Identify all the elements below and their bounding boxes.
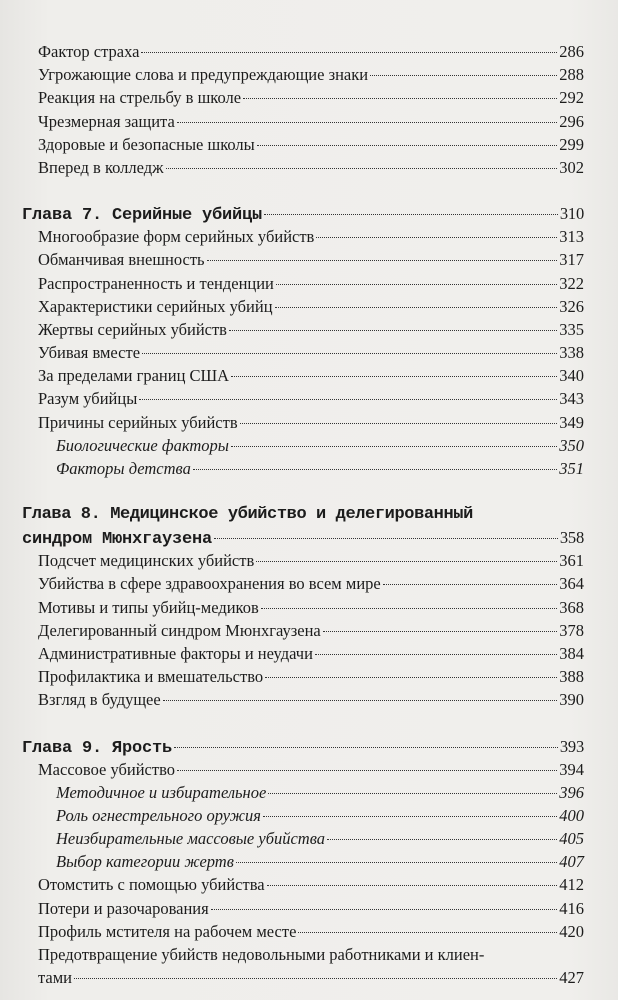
chapter-page: 358 xyxy=(559,528,584,548)
spacer xyxy=(22,480,584,503)
entry-title: Административные факторы и неудачи xyxy=(38,643,313,663)
entry-title: Причины серийных убийств xyxy=(38,412,238,432)
toc-entry xyxy=(22,318,584,341)
entry-title: Разум убийцы xyxy=(38,389,138,409)
dot-leader xyxy=(263,816,557,817)
entry-page: 288 xyxy=(559,65,584,85)
entry-page: 388 xyxy=(559,667,584,687)
dot-leader xyxy=(139,399,557,400)
toc-entry xyxy=(22,387,584,410)
dot-leader xyxy=(316,237,557,238)
entry-page: 390 xyxy=(559,690,584,710)
entry-title: Фактор страха xyxy=(38,42,140,61)
toc-subentry xyxy=(22,827,584,850)
toc-entry xyxy=(22,40,584,63)
dot-leader xyxy=(142,353,557,354)
toc-entry xyxy=(22,758,584,781)
dot-leader xyxy=(275,307,558,308)
entry-title: Мотивы и типы убийц-медиков xyxy=(38,597,259,617)
toc-subentry xyxy=(22,850,584,873)
entry-page: 361 xyxy=(559,551,584,571)
subentry-title: Факторы детства xyxy=(56,459,191,478)
toc-entry xyxy=(22,897,584,920)
entry-title: Реакция на стрельбу в школе xyxy=(38,88,242,108)
entry-title: Жертвы серийных убийств xyxy=(38,319,227,339)
dot-leader xyxy=(177,770,557,771)
toc-entry xyxy=(22,619,584,642)
entry-page: 349 xyxy=(559,412,584,432)
dot-leader xyxy=(207,260,558,261)
subentry-page: 351 xyxy=(559,459,584,478)
entry-page: 292 xyxy=(559,88,584,108)
entry-title: Потери и разочарования xyxy=(38,898,209,918)
entry-page: 326 xyxy=(559,296,584,316)
toc-subentry xyxy=(22,804,584,827)
entry-title: Отомстить с помощью убийства xyxy=(38,875,265,895)
toc-entry xyxy=(22,364,584,387)
dot-leader xyxy=(193,469,557,470)
subentry-page: 405 xyxy=(559,829,584,849)
entry-page: 335 xyxy=(559,319,584,339)
entry-title-line: тами xyxy=(38,968,73,988)
subentry-page: 407 xyxy=(559,852,584,872)
toc-subentry xyxy=(22,781,584,804)
entry-page: 368 xyxy=(559,597,584,617)
dot-leader xyxy=(323,631,558,632)
toc-entry xyxy=(22,295,584,318)
chapter-heading xyxy=(22,202,584,225)
dot-leader xyxy=(231,376,557,377)
toc-entry xyxy=(22,920,584,943)
entry-title: Профилактика и вмешательство xyxy=(38,667,264,687)
subentry-title: Неизбирательные массовые убийства xyxy=(56,829,326,849)
toc-entry xyxy=(22,966,584,989)
chapter-title-line: синдром Мюнхгаузена xyxy=(22,530,213,550)
entry-title: Подсчет медицинских убийств xyxy=(38,551,255,571)
toc-entry xyxy=(22,272,584,295)
entry-title-line: Предотвращение убийств недовольными работниками и клиен- xyxy=(38,945,485,964)
entry-page: 384 xyxy=(559,643,584,663)
dot-leader xyxy=(267,885,558,886)
subentry-page: 400 xyxy=(559,805,584,825)
dot-leader xyxy=(211,909,558,910)
entry-page: 338 xyxy=(559,343,584,363)
entry-page: 416 xyxy=(559,898,584,918)
entry-title: Убивая вместе xyxy=(38,343,141,363)
toc-entry xyxy=(22,665,584,688)
entry-title: Массовое убийство xyxy=(38,759,176,779)
toc-entry xyxy=(22,133,584,156)
table-of-contents xyxy=(22,40,584,989)
dot-leader xyxy=(243,98,557,99)
toc-entry xyxy=(22,63,584,86)
toc-entry xyxy=(22,642,584,665)
chapter-title: Глава 7. Серийные убийцы xyxy=(22,206,263,226)
spacer xyxy=(22,712,584,735)
subentry-page: 396 xyxy=(559,782,584,802)
entry-page: 364 xyxy=(559,574,584,594)
entry-page: 378 xyxy=(559,620,584,640)
dot-leader xyxy=(141,52,557,53)
dot-leader xyxy=(229,330,557,331)
subentry-title: Роль огнестрельного оружия xyxy=(56,805,261,825)
chapter-page: 393 xyxy=(559,736,584,756)
entry-title: Здоровые и безопасные школы xyxy=(38,134,255,154)
entry-title: Распространенность и тенденции xyxy=(38,273,274,293)
chapter-page: 310 xyxy=(559,204,584,224)
entry-title: За пределами границ США xyxy=(38,366,230,386)
dot-leader xyxy=(163,700,558,701)
entry-title: Убийства в сфере здравоохранения во всем мире xyxy=(38,574,381,594)
entry-page: 286 xyxy=(559,42,584,61)
dot-leader xyxy=(383,584,558,585)
entry-title: Взгляд в будущее xyxy=(38,690,161,710)
entry-page: 394 xyxy=(559,759,584,779)
toc-entry xyxy=(22,596,584,619)
dot-leader xyxy=(177,122,557,123)
toc-entry xyxy=(22,688,584,711)
toc-entry xyxy=(22,110,584,133)
entry-page: 317 xyxy=(559,250,584,270)
toc-entry xyxy=(22,341,584,364)
entry-title: Характеристики серийных убийц xyxy=(38,296,273,316)
toc-entry xyxy=(22,248,584,271)
subentry-title: Биологические факторы xyxy=(56,435,229,455)
entry-title: Чрезмерная защита xyxy=(38,111,175,131)
dot-leader xyxy=(264,214,558,215)
dot-leader xyxy=(261,608,557,609)
subentry-page: 350 xyxy=(559,435,584,455)
entry-page: 302 xyxy=(559,157,584,177)
dot-leader xyxy=(276,284,557,285)
dot-leader xyxy=(231,446,557,447)
toc-subentry xyxy=(22,434,584,457)
dot-leader xyxy=(214,538,558,539)
entry-page: 412 xyxy=(559,875,584,895)
entry-title: Профиль мстителя на рабочем месте xyxy=(38,921,297,941)
entry-page: 340 xyxy=(559,366,584,386)
chapter-heading xyxy=(22,526,584,549)
dot-leader xyxy=(166,168,558,169)
chapter-heading xyxy=(22,735,584,758)
dot-leader xyxy=(315,654,557,655)
entry-title: Многообразие форм серийных убийств xyxy=(38,227,315,247)
entry-page: 299 xyxy=(559,134,584,154)
toc-entry xyxy=(22,225,584,248)
toc-entry xyxy=(22,411,584,434)
toc-entry xyxy=(22,156,584,179)
entry-page: 322 xyxy=(559,273,584,293)
subentry-title: Методичное и избирательное xyxy=(56,782,267,802)
dot-leader xyxy=(370,75,557,76)
toc-entry xyxy=(22,873,584,896)
entry-page: 420 xyxy=(559,921,584,941)
toc-entry xyxy=(22,549,584,572)
toc-entry xyxy=(22,572,584,595)
dot-leader xyxy=(256,561,557,562)
dot-leader xyxy=(174,747,558,748)
chapter-title: Глава 9. Ярость xyxy=(22,738,173,758)
entry-page: 296 xyxy=(559,111,584,131)
entry-page: 313 xyxy=(559,227,584,247)
dot-leader xyxy=(298,932,557,933)
entry-title: Делегированный синдром Мюнхгаузена xyxy=(38,620,321,640)
toc-subentry xyxy=(22,457,584,480)
entry-page: 343 xyxy=(559,389,584,409)
dot-leader xyxy=(327,839,557,840)
subentry-title: Выбор категории жертв xyxy=(56,852,234,872)
dot-leader xyxy=(240,423,558,424)
entry-page: 427 xyxy=(559,968,584,988)
chapter-title-line: Глава 8. Медицинское убийство и делегированный xyxy=(22,505,473,525)
entry-title: Угрожающие слова и предупреждающие знаки xyxy=(38,65,369,85)
dot-leader xyxy=(268,793,557,794)
toc-entry xyxy=(22,86,584,109)
spacer xyxy=(22,179,584,202)
dot-leader xyxy=(265,677,557,678)
entry-title: Вперед в колледж xyxy=(38,157,164,177)
entry-title: Обманчивая внешность xyxy=(38,250,205,270)
dot-leader xyxy=(257,145,558,146)
dot-leader xyxy=(236,862,557,863)
dot-leader xyxy=(74,978,557,979)
